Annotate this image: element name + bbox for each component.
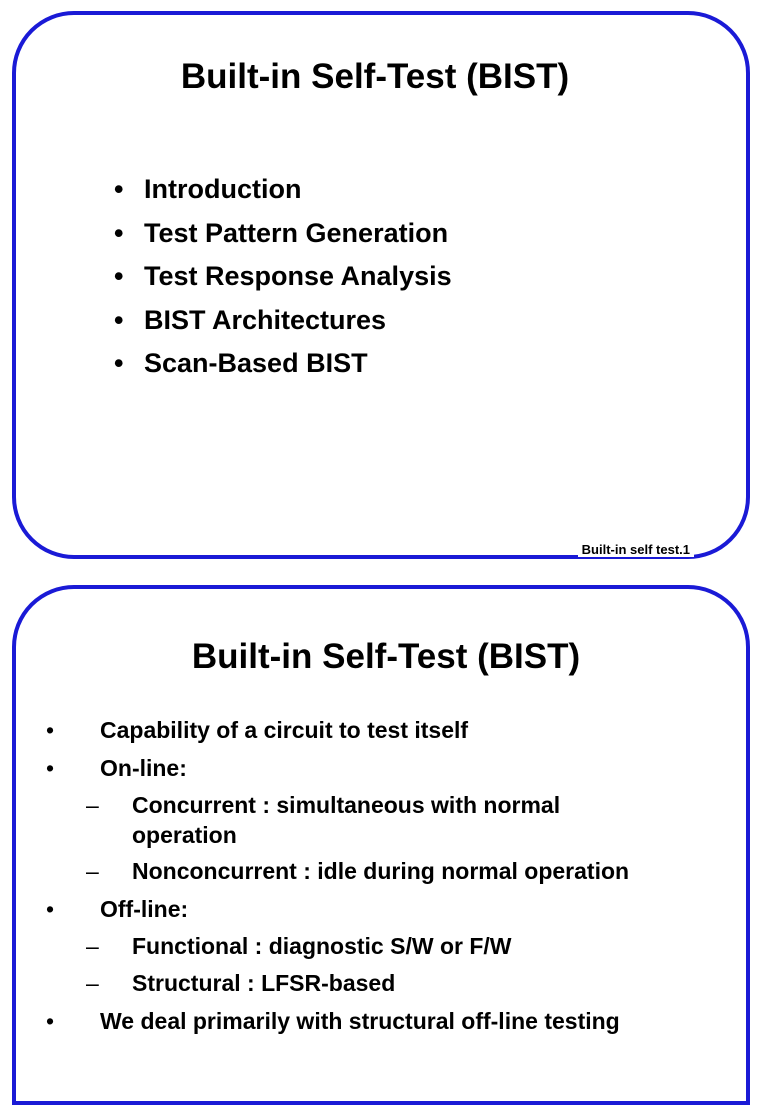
slide-2-title: Built-in Self-Test (BIST) — [191, 637, 581, 676]
dash-icon: – — [86, 933, 99, 959]
bullet-text: Scan-Based BIST — [144, 348, 368, 378]
list-item-text-continued: operation — [132, 822, 237, 848]
list-item-text: Capability of a circuit to test itself — [100, 717, 469, 743]
bullet-icon: • — [114, 261, 124, 291]
dash-icon: – — [86, 970, 99, 996]
bullet-item — [114, 260, 452, 304]
bullet-item — [114, 347, 452, 391]
list-item-text: Nonconcurrent : idle during normal operation — [132, 858, 630, 884]
slide-1-title: Built-in Self-Test (BIST) — [180, 57, 570, 96]
bullet-icon: • — [46, 896, 55, 922]
list-item-text: Structural : LFSR-based — [132, 970, 396, 996]
bullet-item — [114, 217, 452, 261]
bullet-icon: • — [114, 217, 124, 248]
slide-1-footer: Built-in self test.1 — [578, 542, 694, 557]
dash-icon: – — [86, 858, 99, 884]
bullet-icon: • — [46, 1008, 55, 1034]
bullet-icon: • — [46, 755, 55, 781]
list-item-text: On-line: — [100, 755, 187, 781]
bullet-icon: • — [114, 304, 124, 335]
bullet-icon: • — [114, 174, 124, 204]
list-item-text: Concurrent : simultaneous with normal — [132, 792, 561, 818]
list-item-text: Off-line: — [100, 896, 189, 922]
slide-2 — [12, 585, 750, 1105]
bullet-item — [114, 304, 452, 348]
list-item-text: We deal primarily with structural off-line testing — [100, 1008, 620, 1034]
slide-1-bullet-list — [114, 173, 452, 391]
bullet-text: BIST Architectures — [144, 304, 387, 335]
slide-1 — [12, 11, 750, 559]
bullet-icon: • — [114, 348, 124, 378]
dash-icon: – — [86, 792, 99, 818]
list-item-text: Functional : diagnostic S/W or F/W — [132, 933, 512, 959]
bullet-text: Test Response Analysis — [144, 261, 452, 291]
bullet-text: Introduction — [144, 174, 302, 204]
bullet-icon: • — [46, 717, 55, 743]
bullet-text: Test Pattern Generation — [144, 217, 449, 248]
bullet-item — [114, 173, 452, 217]
